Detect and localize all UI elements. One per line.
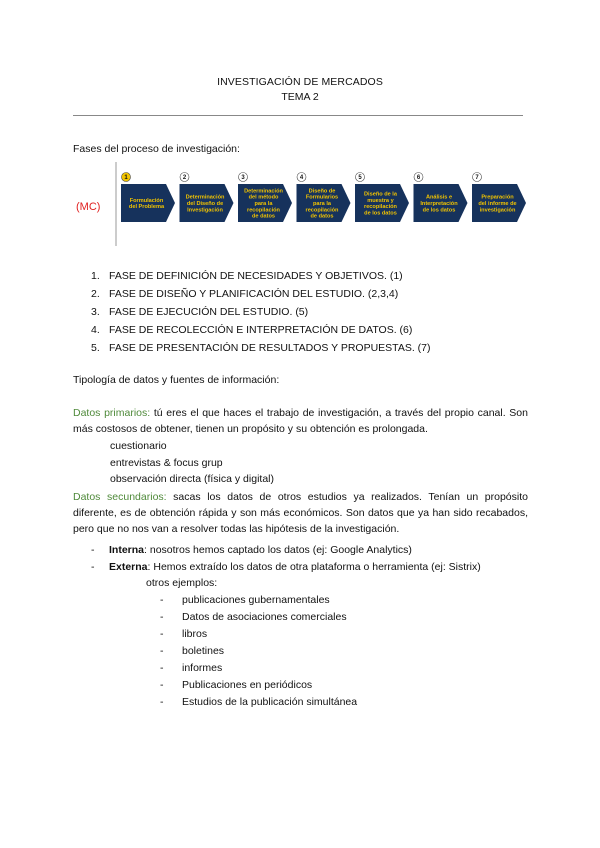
other-example-text: informes bbox=[182, 662, 223, 674]
process-step bbox=[180, 173, 234, 223]
phase-list-text: FASE DE DISEÑO Y PLANIFICACIÓN DEL ESTUDIO. (2,3,4) bbox=[109, 288, 399, 300]
typology-heading: Tipología de datos y fuentes de información: bbox=[73, 374, 280, 386]
process-step-label-line: muestra y bbox=[367, 197, 394, 204]
primary-example-item: observación directa (física y digital) bbox=[110, 473, 274, 485]
process-step-number: 4 bbox=[299, 175, 304, 182]
process-step-label-line: recopilación bbox=[305, 207, 339, 214]
other-example-item: - informes bbox=[160, 662, 223, 674]
process-step-label-line: Determinación bbox=[244, 188, 283, 195]
process-step-label-line: del Problema bbox=[128, 204, 165, 211]
process-diagram bbox=[73, 160, 528, 250]
phase-list-number: 5. bbox=[91, 342, 100, 354]
external-text: : Hemos extraído los datos de otra plataforma o herramienta (ej: Sistrix) bbox=[147, 561, 481, 573]
phases-heading: Fases del proceso de investigación: bbox=[73, 143, 240, 155]
process-step-number: 6 bbox=[416, 175, 421, 182]
internal-label: Interna bbox=[109, 544, 145, 556]
process-step-label-line: de datos bbox=[251, 213, 276, 220]
other-examples-label: otros ejemplos: bbox=[146, 577, 218, 589]
other-example-item: - Publicaciones en periódicos bbox=[160, 679, 313, 691]
phase-list-number: 3. bbox=[91, 306, 100, 318]
phase-list-number: 4. bbox=[91, 324, 100, 336]
primary-example-item: entrevistas & focus grup bbox=[110, 456, 223, 469]
secondary-data-paragraph bbox=[73, 489, 528, 537]
primary-data-paragraph bbox=[73, 405, 528, 437]
process-step-label-line: Preparación bbox=[481, 194, 514, 201]
header-divider bbox=[73, 115, 523, 116]
document-subtitle: TEMA 2 bbox=[281, 91, 319, 103]
process-step-label-line: de datos bbox=[310, 213, 334, 220]
process-step bbox=[297, 173, 351, 223]
phase-list-text: FASE DE EJECUCIÓN DEL ESTUDIO. (5) bbox=[109, 306, 309, 318]
process-step-label-line: Análisis e bbox=[425, 194, 453, 201]
other-example-text: publicaciones gubernamentales bbox=[182, 594, 330, 606]
process-step-label-line: recopilación bbox=[364, 204, 397, 211]
process-step-label-line: Determinación bbox=[185, 194, 225, 201]
process-step-number: 5 bbox=[358, 175, 362, 182]
process-step-label-line: de los datos bbox=[422, 207, 456, 214]
process-step-label-line: Interpretación bbox=[420, 201, 458, 207]
process-step-number: 1 bbox=[124, 175, 128, 182]
phase-list-item bbox=[91, 286, 398, 302]
external-item: - Externa: Hemos extraído los datos de otra plataforma o herramienta (ej: Sistrix) bbox=[91, 561, 481, 573]
other-example-text: Publicaciones en periódicos bbox=[182, 679, 313, 691]
process-step-number: 2 bbox=[182, 175, 187, 182]
external-label: Externa bbox=[109, 561, 148, 573]
other-example-item: - boletines bbox=[160, 645, 225, 657]
process-step-label-line: Diseño de bbox=[308, 188, 336, 195]
other-example-item: - Estudios de la publicación simultánea bbox=[160, 696, 358, 708]
primary-example-item: cuestionario bbox=[110, 440, 167, 452]
process-step-label-line: para la bbox=[312, 201, 332, 207]
phase-list-text: FASE DE RECOLECCIÓN E INTERPRETACIÓN DE DATOS. (6) bbox=[109, 324, 413, 336]
phase-list-item bbox=[91, 340, 431, 356]
phase-list-text: FASE DE PRESENTACIÓN DE RESULTADOS Y PROPUESTAS. (7) bbox=[109, 342, 431, 354]
other-example-text: Datos de asociaciones comerciales bbox=[182, 611, 347, 623]
other-example-item: - Datos de asociaciones comerciales bbox=[160, 611, 347, 623]
process-step-number: 7 bbox=[475, 175, 479, 182]
process-diagram-svg bbox=[73, 160, 528, 250]
primary-data-text: tú eres el que haces el trabajo de investigación, a través del propio canal. Son más costosos de obtener, tienen un propósito y su obtención es prolongada. bbox=[73, 407, 528, 435]
internal-item: - Interna: nosotros hemos captado los datos (ej: Google Analytics) bbox=[91, 544, 412, 556]
primary-data-label: Datos primarios: bbox=[73, 407, 151, 419]
secondary-data-text: sacas los datos de otros estudios ya realizados. Tenían un propósito diferente, es de obtención rápida y son más económicos. Son datos que ya han sido recabados, pero que no nos van a resolver todas las hipótesis de la investigación. bbox=[73, 491, 528, 535]
phase-list-number: 2. bbox=[91, 288, 100, 300]
process-step bbox=[472, 173, 526, 223]
process-step-label-line: del informe de bbox=[478, 201, 517, 207]
process-step-number: 3 bbox=[241, 175, 245, 182]
process-step-label-line: Formularios bbox=[305, 194, 339, 201]
phase-list-item bbox=[91, 268, 403, 284]
document-title: INVESTIGACIÓN DE MERCADOS bbox=[217, 76, 383, 88]
mc-label: (MC) bbox=[76, 201, 101, 213]
process-step bbox=[121, 173, 175, 223]
phase-list-item bbox=[91, 322, 412, 338]
phase-list-item bbox=[91, 304, 308, 320]
secondary-data-label: Datos secundarios: bbox=[73, 491, 167, 503]
process-step bbox=[414, 173, 468, 223]
process-step-label-line: recopilación bbox=[247, 207, 280, 214]
process-step-label-line: del Diseño de bbox=[186, 201, 224, 207]
other-example-item: - publicaciones gubernamentales bbox=[160, 594, 330, 606]
internal-text: : nosotros hemos captado los datos (ej: Google Analytics) bbox=[144, 544, 412, 556]
phase-list-number: 1. bbox=[91, 270, 100, 282]
process-step bbox=[238, 173, 292, 223]
other-example-text: libros bbox=[182, 628, 208, 640]
process-step-label-line: investigación bbox=[479, 207, 516, 214]
process-step bbox=[355, 173, 409, 223]
phase-list-text: FASE DE DEFINICIÓN DE NECESIDADES Y OBJETIVOS. (1) bbox=[109, 270, 403, 282]
other-example-item: - libros bbox=[160, 628, 208, 640]
other-example-text: boletines bbox=[182, 645, 225, 657]
process-step-label-line: del método bbox=[248, 194, 279, 201]
process-step-label-line: de los datos bbox=[364, 210, 397, 217]
other-example-text: Estudios de la publicación simultánea bbox=[182, 696, 358, 708]
process-step-label-line: para la bbox=[254, 201, 273, 207]
process-step-label-line: Investigación bbox=[187, 207, 223, 214]
process-step-label-line: Diseño de la bbox=[364, 191, 397, 198]
process-step-label-line: Formulación bbox=[129, 197, 164, 204]
